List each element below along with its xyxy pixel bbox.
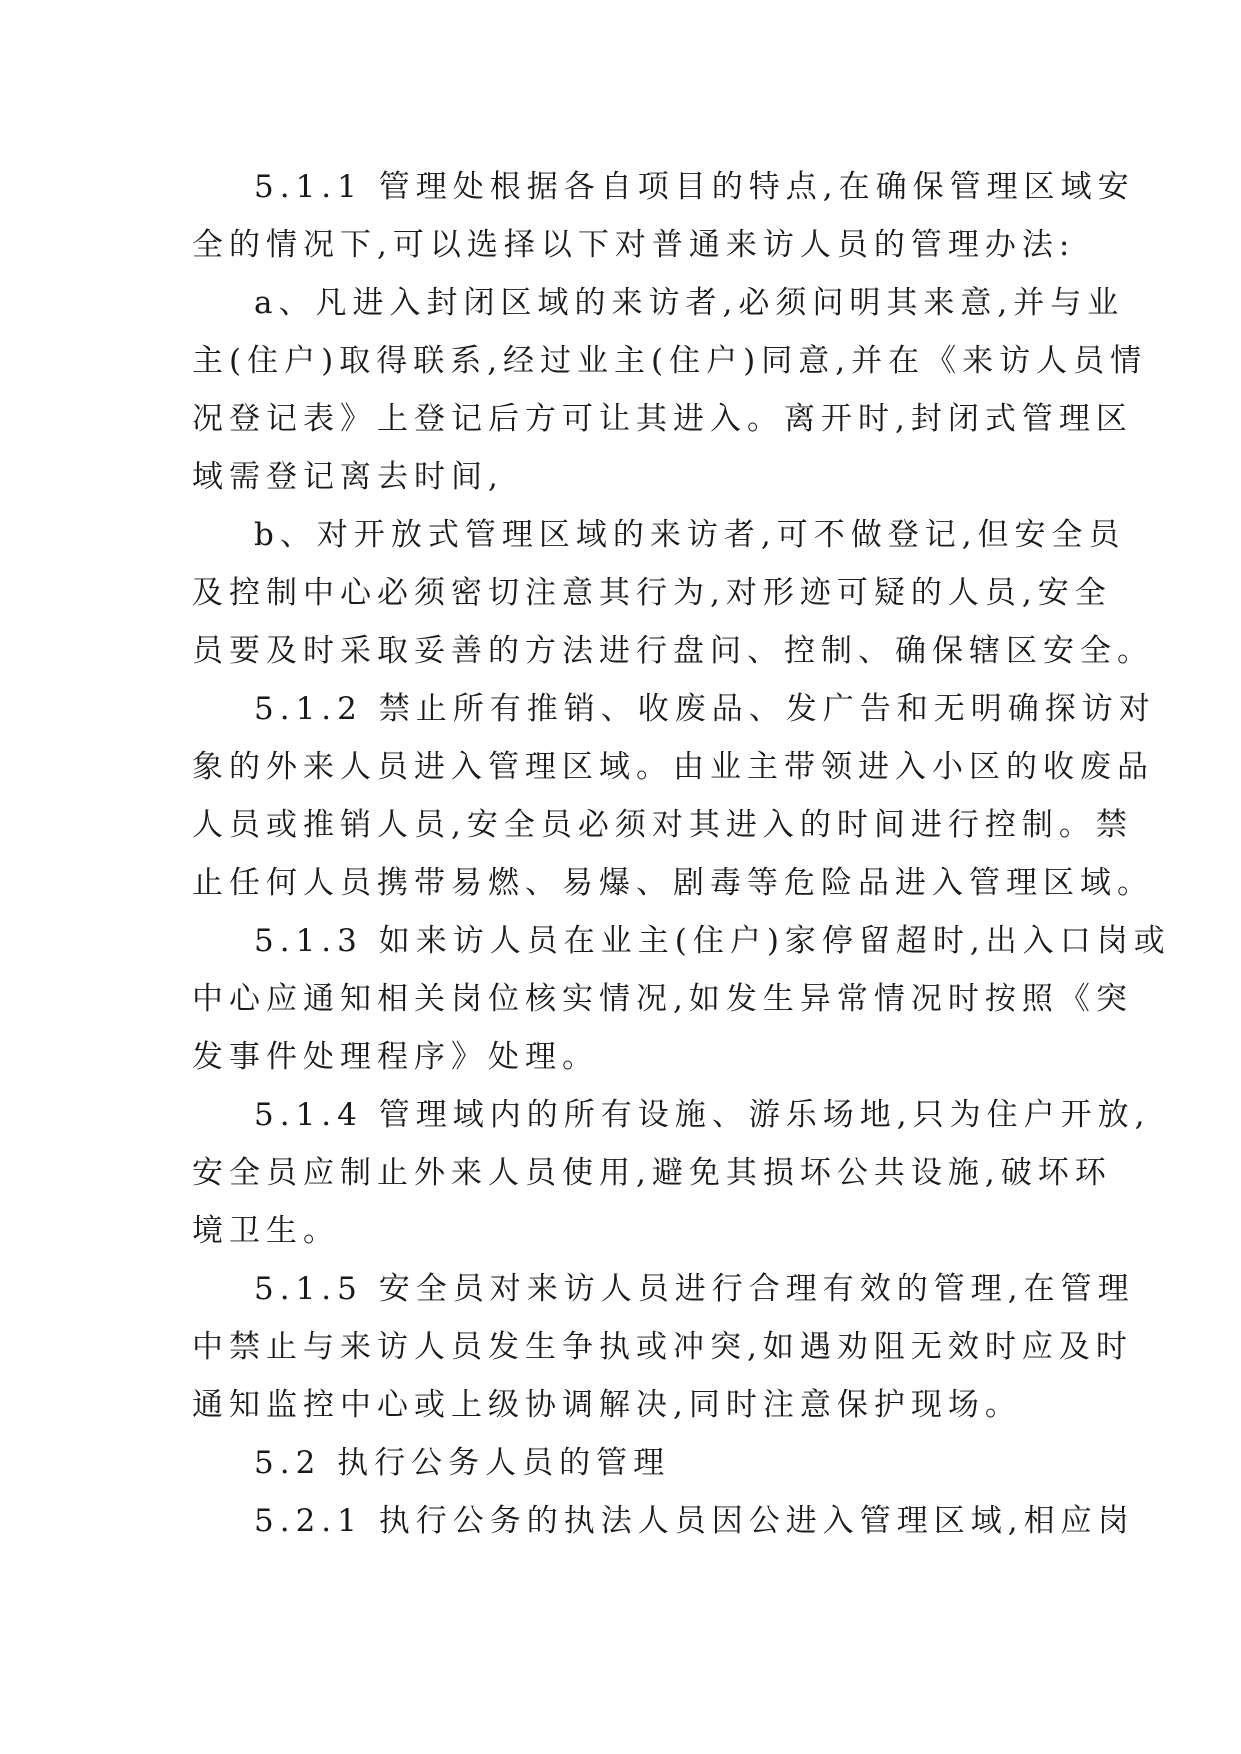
text-line: 全的情况下,可以选择以下对普通来访人员的管理办法: <box>192 227 1076 263</box>
text-line: b、对开放式管理区域的来访者,可不做登记,但安全员 <box>254 517 1126 553</box>
text-line: 5.2.1 执行公务的执法人员因公进入管理区域,相应岗 <box>254 1503 1135 1539</box>
text-line: a、凡进入封闭区域的来访者,必须问明其来意,并与业 <box>254 285 1125 321</box>
text-line: 5.1.2 禁止所有推销、收废品、发广告和无明确探访对 <box>254 691 1156 727</box>
text-line: 人员或推销人员,安全员必须对其进入的时间进行控制。禁 <box>192 807 1133 843</box>
text-line: 5.1.4 管理域内的所有设施、游乐场地,只为住户开放, <box>254 1097 1151 1133</box>
text-line: 5.1.3 如来访人员在业主(住户)家停留超时,出入口岗或 <box>254 923 1171 959</box>
text-line: 5.1.1 管理处根据各自项目的特点,在确保管理区域安 <box>254 169 1135 205</box>
text-line: 象的外来人员进入管理区域。由业主带领进入小区的收废品 <box>192 749 1154 785</box>
text-line: 发事件处理程序》处理。 <box>192 1039 599 1075</box>
text-line: 中禁止与来访人员发生争执或冲突,如遇劝阻无效时应及时 <box>192 1329 1133 1365</box>
text-line: 中心应通知相关岗位核实情况,如发生异常情况时按照《突 <box>192 981 1133 1017</box>
text-line: 5.2 执行公务人员的管理 <box>254 1445 671 1481</box>
text-line: 域需登记离去时间, <box>192 459 504 495</box>
text-line: 安全员应制止外来人员使用,避免其损坏公共设施,破坏环 <box>192 1155 1112 1191</box>
text-line: 况登记表》上登记后方可让其进入。离开时,封闭式管理区 <box>192 401 1133 437</box>
document-body <box>192 158 1171 1550</box>
text-line: 止任何人员携带易燃、易爆、剧毒等危险品进入管理区域。 <box>192 865 1154 901</box>
text-line: 主(住户)取得联系,经过业主(住户)同意,并在《来访人员情 <box>192 343 1148 379</box>
text-line: 员要及时采取妥善的方法进行盘问、控制、确保辖区安全。 <box>192 633 1154 669</box>
text-line: 通知监控中心或上级协调解决,同时注意保护现场。 <box>192 1387 1022 1423</box>
text-line: 境卫生。 <box>192 1213 340 1249</box>
text-line: 5.1.5 安全员对来访人员进行合理有效的管理,在管理 <box>254 1271 1135 1307</box>
text-line: 及控制中心必须密切注意其行为,对形迹可疑的人员,安全 <box>192 575 1112 611</box>
